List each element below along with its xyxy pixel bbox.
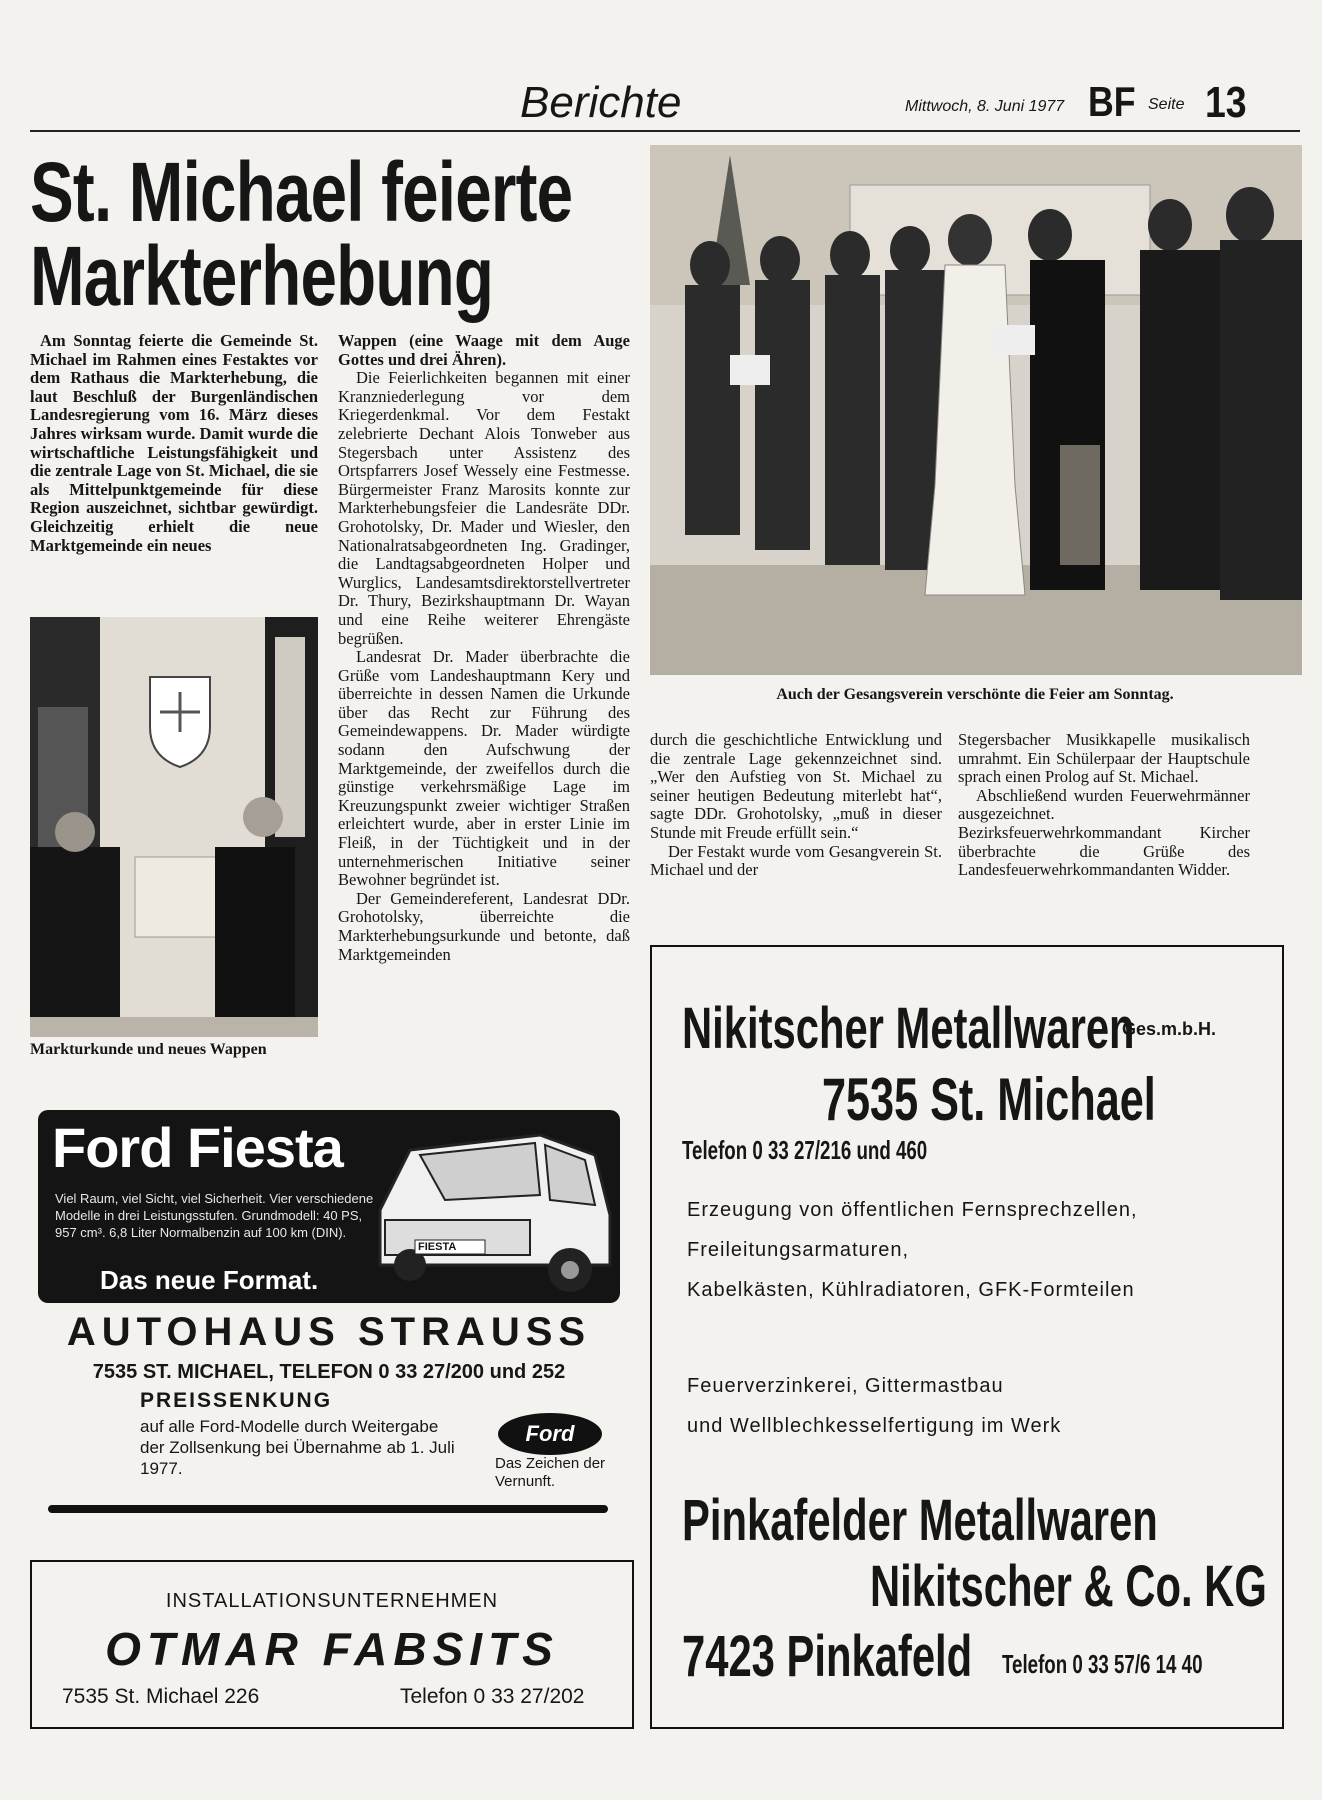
- pinkafelder-sub: Nikitscher & Co. KG: [870, 1554, 1267, 1619]
- ad-nikitscher: [650, 945, 1284, 1729]
- products-line-1: Erzeugung von öffentlichen Fernsprechzellen,: [687, 1199, 1138, 1221]
- nikitscher-town: 7535 St. Michael: [822, 1066, 1156, 1133]
- fabsits-phone: Telefon 0 33 27/202: [400, 1685, 585, 1708]
- pinkafelder-company: Pinkafelder Metallwaren: [682, 1488, 1158, 1553]
- article-headline: [30, 145, 573, 323]
- dealer-name: AUTOHAUS STRAUSS: [66, 1310, 592, 1354]
- promo-text: auf alle Ford-Modelle durch Weitergabe der Zollsenkung bei Übernahme ab 1. Juli 1977.: [140, 1417, 455, 1478]
- pinkafelder-phone: Telefon 0 33 57/6 14 40: [1002, 1649, 1203, 1679]
- ford-slogan: Das neue Format.: [100, 1265, 319, 1295]
- ford-plate: FIESTA: [418, 1241, 457, 1253]
- paragraph: Die Feierlichkeiten begannen mit einer Kranzniederlegung vor dem Kriegerdenkmal. Vor dem Festakt zelebrierte Dechant Alois Tonweber aus Stegersbach unter Assistenz des Ortspfarrers Josef Wessely eine Festmesse. Bürgermeister Franz Marosits konnte zur Markterhebungsfeier die Landesräte DDr. Grohotolsky, Dr. Mader und Wiesler, den Nationalratsabgeordneten Ing. Gradinger, die Landtagsabgeordneten Holper und Wurglics, Landesamtsdirektorstellvertreter Dr. Thury, Bezirkshauptmann Dr. Wayan und eine Reihe weiterer Ehrengäste begrüßen.: [338, 368, 630, 648]
- article-lead: [30, 332, 318, 555]
- header-rule: [30, 130, 1300, 132]
- nikitscher-company: Nikitscher Metallwaren: [682, 996, 1135, 1061]
- works-line-2: und Wellblechkesselfertigung im Werk: [687, 1415, 1062, 1437]
- fabsits-line1: INSTALLATIONSUNTERNEHMEN: [165, 1590, 499, 1612]
- products-line-3: Kabelkästen, Kühlradiatoren, GFK-Formteilen: [687, 1279, 1135, 1301]
- article-column-4: [958, 731, 1250, 880]
- car-illustration: [370, 1115, 620, 1305]
- works-line-1: Feuerverzinkerei, Gittermastbau: [687, 1375, 1004, 1397]
- nikitscher-title-row: [682, 995, 1272, 1061]
- paragraph: Stegersbacher Musikkapelle musikalisch umrahmt. Ein Schülerpaar der Hauptschule sprach einen Prolog auf St. Michael.: [958, 730, 1250, 787]
- products-line-2: Freileitungsarmaturen,: [687, 1239, 910, 1261]
- promo-title: PREISSENKUNG: [140, 1389, 333, 1412]
- caption-right: Auch der Gesangsverein verschönte die Feier am Sonntag.: [776, 686, 1174, 703]
- photo-markturkunde: [30, 617, 318, 1037]
- paragraph: durch die geschichtliche Entwicklung und die zentrale Lage gekennzeichnet sind. „Wer den Aufstieg von St. Michael zu seiner heutigen Bedeutung miterlebt hat“, sagte DDr. Grohotolsky, „muß in dieser Stunde mit Freude erfüllt sein.“: [650, 730, 942, 842]
- article-column-2: [338, 332, 630, 964]
- issue-date: Mittwoch, 8. Juni 1977: [905, 98, 1065, 115]
- page-label: Seite: [1148, 96, 1185, 113]
- ford-logo-text: Ford: [525, 1421, 575, 1446]
- article-column-3: [650, 731, 942, 880]
- caption-left: Markturkunde und neues Wappen: [30, 1041, 267, 1058]
- paragraph: Abschließend wurden Feuerwehrmänner ausgezeichnet. Bezirksfeuerwehrkommandant Kircher überbrachte die Grüße des Landesfeuerwehrkommandanten Widder.: [958, 785, 1250, 880]
- fabsits-name: OTMAR FABSITS: [105, 1623, 559, 1675]
- section-title: Berichte: [520, 78, 682, 127]
- ford-brand: Ford Fiesta: [52, 1116, 343, 1179]
- photo-illustration: [30, 617, 318, 1037]
- ford-body: Viel Raum, viel Sicht, viel Sicherheit. Vier verschiedene Modelle in drei Leistungsstufen. Grundmodell: 40 PS, 957 cm³. 6,8 Liter Normalbenzin auf 100 km (DIN).: [55, 1191, 374, 1240]
- fabsits-address: 7535 St. Michael 226: [62, 1685, 260, 1708]
- dealer-address: 7535 ST. MICHAEL, TELEFON 0 33 27/200 und 252: [92, 1361, 566, 1383]
- ford-logo: [498, 1413, 602, 1455]
- paper-logo: BF: [1088, 78, 1136, 125]
- nikitscher-suffix: Ges.m.b.H.: [1122, 1019, 1217, 1039]
- pinkafelder-town: 7423 Pinkafeld: [682, 1624, 973, 1689]
- paragraph: Der Gemeindereferent, Landesrat DDr. Grohotolsky, überreichte die Markterhebungsurkunde und betonte, daß Marktgemeinden: [338, 888, 630, 964]
- photo-gesangsverein: [650, 145, 1302, 675]
- page-number: 13: [1205, 78, 1247, 127]
- photo-illustration: [650, 145, 1302, 675]
- ad-ford: [30, 1105, 630, 1550]
- nikitscher-phone: Telefon 0 33 27/216 und 460: [682, 1135, 928, 1165]
- paragraph: Landesrat Dr. Mader überbrachte die Grüße vom Landeshauptmann Kery und überreichte in dessen Namen die Urkunde über das Recht zur Führung des Gemeindewappens. Dr. Mader würdigte sodann den Aufschwung der Marktgemeinde, der zweifellos durch die günstige verkehrsmäßige Lage im Kreuzungspunkt zweier wichtiger Straßen erleichtert wurde, aber in erster Linie im Fleiß, in der Tüchtigkeit und in der unternehmerischen Initiative seiner Bewohner begründet ist.: [338, 647, 630, 890]
- ad-divider-line: [48, 1505, 608, 1513]
- ad-fabsits: [30, 1560, 634, 1729]
- ford-tagline-1: Das Zeichen der: [495, 1455, 606, 1472]
- lead-paragraph: Am Sonntag feierte die Gemeinde St. Michael im Rahmen eines Festaktes vor dem Rathaus die Markterhebung, die laut Beschluß der Burgenländischen Landesregierung vom 16. März dieses Jahres wirksam wurde. Damit wurde die wirtschaftliche Leistungsfähigkeit und die zentrale Lage von St. Michael, die sie als Mittelpunktgemeinde für diese Region auszeichnet, sichtbar gewürdigt. Gleichzeitig erhielt die neue Marktgemeinde ein neues: [30, 331, 318, 555]
- paragraph: Der Festakt wurde vom Gesangverein St. Michael und der: [650, 841, 942, 880]
- ford-tagline-2: Vernunft.: [495, 1473, 556, 1490]
- headline-line-1: St. Michael feierte: [30, 145, 573, 239]
- headline-line-2: Markterhebung: [30, 229, 494, 323]
- lead-continuation: Wappen (eine Waage mit dem Auge Gottes und drei Ähren).: [338, 331, 630, 369]
